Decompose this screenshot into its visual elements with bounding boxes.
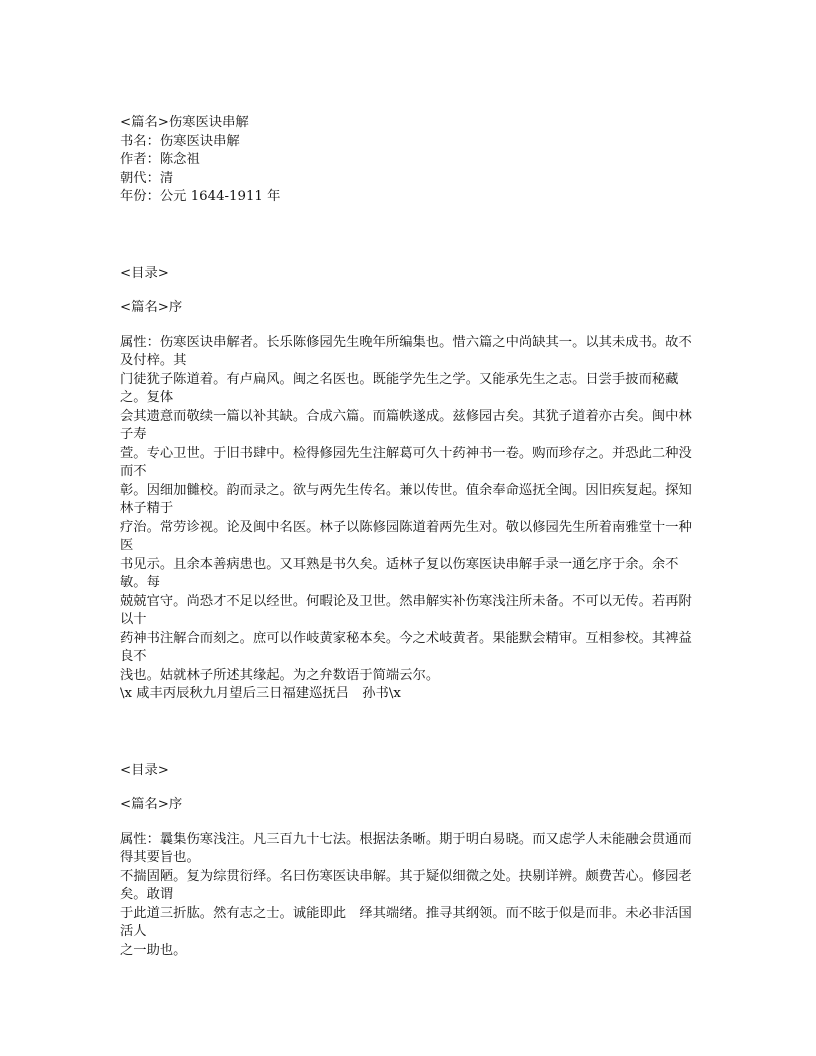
section-1-body [120,334,700,704]
body-line: 之一助也。 [120,942,187,958]
body-line: 兢兢官守。尚恐才不足以经世。何暇论及卫世。然串解实补伤寒浅注所未备。不可以无传。若再附以十 [120,593,692,627]
body-line: 门徒犹子陈道着。有卢扁风。闽之名医也。既能学先生之学。又能承先生之志。日尝手披而秘藏之。复体 [120,371,679,405]
body-line: 浅也。姑就林子所述其缘起。为之弁数语于简端云尔。 [120,667,440,683]
body-line: 不揣固陋。复为综贯衍绎。名曰伤寒医诀串解。其于疑似细微之处。抉剔详辨。颇费苦心。修园老矣。敢谓 [120,868,692,902]
body-line: 彰。因细加雠校。韵而录之。欲与两先生传名。兼以传世。值余奉命巡抚全闽。因旧疾复起。探知林子精于 [120,482,692,516]
toc-heading: <目录> [120,762,169,778]
body-line: 萱。专心卫世。于旧书肆中。检得修园先生注解葛可久十药神书一卷。购而珍存之。并恐此二种没而不 [120,445,692,479]
section-1 [120,265,700,704]
dynasty-line: 朝代：清 [120,170,174,186]
document-page [120,114,700,960]
title-line: <篇名>伤寒医诀串解 [120,115,249,130]
signature-line: \x 咸丰丙辰秋九月望后三日福建巡抚吕 孙书\x [120,686,401,701]
book-line: 书名：伤寒医诀串解 [120,133,240,149]
body-line: 属性：曩集伤寒浅注。凡三百九十七法。根据法条晰。期于明白易晓。而又虑学人未能融会贯通而得其要旨也。 [120,831,692,865]
year-line: 年份：公元 1644-1911 年 [120,189,281,204]
body-line: 会其遗意而敬续一篇以补其缺。合成六篇。而篇帙遂成。兹修园古矣。其犹子道着亦古矣。闽中林子寿 [120,408,692,442]
chapter-heading: <篇名>序 [120,300,183,315]
body-line: 书见示。且余本善病患也。又耳熟是书久矣。适林子复以伤寒医诀串解手录一通乞序于余。余不敏。每 [120,556,679,590]
section-2-body [120,831,700,961]
section-2 [120,762,700,961]
body-line: 于此道三折肱。然有志之士。诚能即此 绎其端绪。推寻其纲领。而不眩于似是而非。未必非活国活人 [120,905,692,939]
body-line: 药神书注解合而刻之。庶可以作岐黄家秘本矣。今之术岐黄者。果能默会精审。互相参校。其裨益良不 [120,630,692,664]
toc-heading: <目录> [120,265,169,281]
body-line: 属性：伤寒医诀串解者。长乐陈修园先生晚年所编集也。惜六篇之中尚缺其一。以其未成书。故不及付梓。其 [120,334,692,368]
header-block [120,114,700,207]
author-line: 作者：陈念祖 [120,152,200,167]
body-line: 疗治。常劳诊视。论及闽中名医。林子以陈修园陈道着两先生对。敬以修园先生所着南雅堂十一种医 [120,519,692,553]
chapter-heading: <篇名>序 [120,797,183,812]
